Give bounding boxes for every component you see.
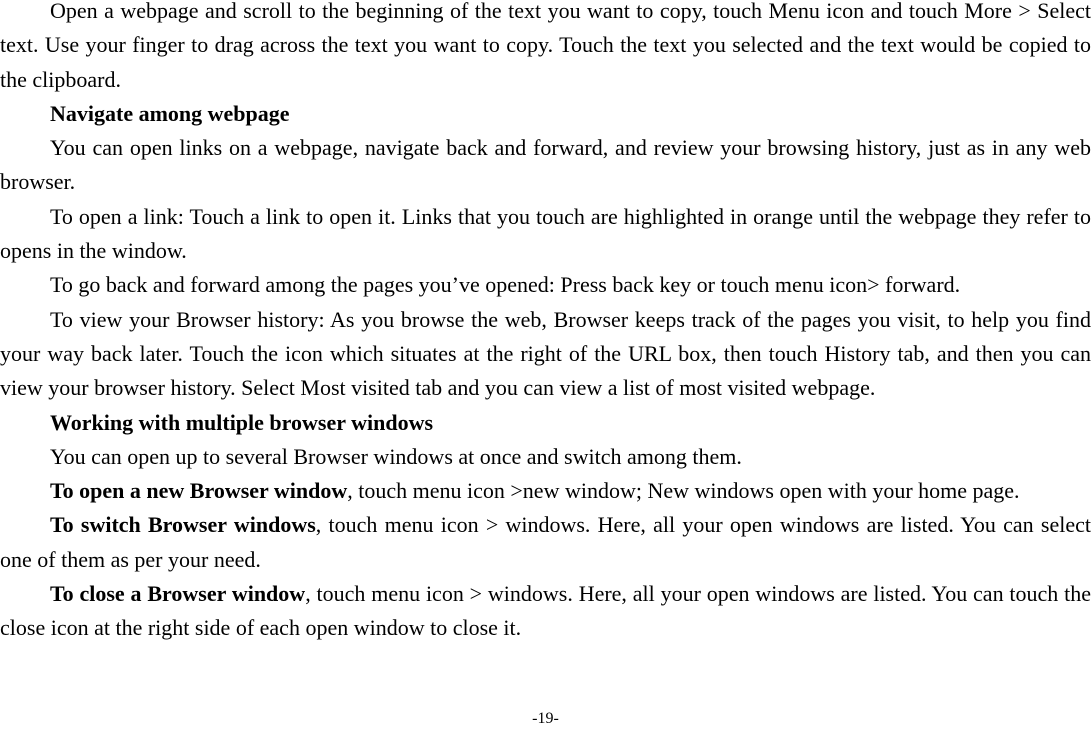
text-open-new-window: , touch menu icon >new window; New windows open with your home page. (347, 478, 1020, 504)
bold-open-new-window: To open a new Browser window (50, 478, 348, 504)
paragraph-browser-history: To view your Browser history: As you browse the web, Browser keeps track of the pages you visit, to help you find your way back later. Touch the icon which situates at the right of the URL box, then touch History tab, and then you can view your browser history. Select Most visited tab and you can view a list of most visited webpage. (0, 306, 1091, 401)
paragraph-copy-text: Open a webpage and scroll to the beginning of the text you want to copy, touch Menu icon and touch More > Select text. Use your finger to drag across the text you want to copy. Touch the text you selected and the text would be copied to the clipboard. (0, 0, 1091, 92)
paragraph-open-new-window (0, 474, 1091, 508)
text-switch-windows: , touch menu icon > windows. Here, all your open windows are listed. You can select one of them as per your need. (0, 512, 1091, 572)
heading-multiple-windows: Working with multiple browser windows (50, 409, 434, 435)
page-number: -19- (532, 710, 559, 727)
paragraph-windows-intro: You can open up to several Browser windows at once and switch among them. (50, 443, 742, 469)
paragraph-open-a-link: To open a link: Touch a link to open it. Links that you touch are highlighted in orange until the webpage they refer to opens in the window. (0, 203, 1091, 264)
heading-navigate-among-webpage: Navigate among webpage (50, 100, 290, 126)
paragraph-go-back-forward: To go back and forward among the pages you’ve opened: Press back key or touch menu icon> forward. (50, 272, 961, 298)
bold-close-window: To close a Browser window (50, 581, 306, 607)
paragraph-close-window (0, 577, 1091, 646)
paragraph-open-links-intro: You can open links on a webpage, navigate back and forward, and review your browsing history, just as in any web browser. (0, 135, 1091, 195)
paragraph-switch-windows (0, 508, 1091, 577)
text-close-window: , touch menu icon > windows. Here, all your open windows are listed. You can touch the close icon at the right side of each open window to close it. (0, 581, 1091, 641)
bold-switch-windows: To switch Browser windows (50, 512, 316, 538)
